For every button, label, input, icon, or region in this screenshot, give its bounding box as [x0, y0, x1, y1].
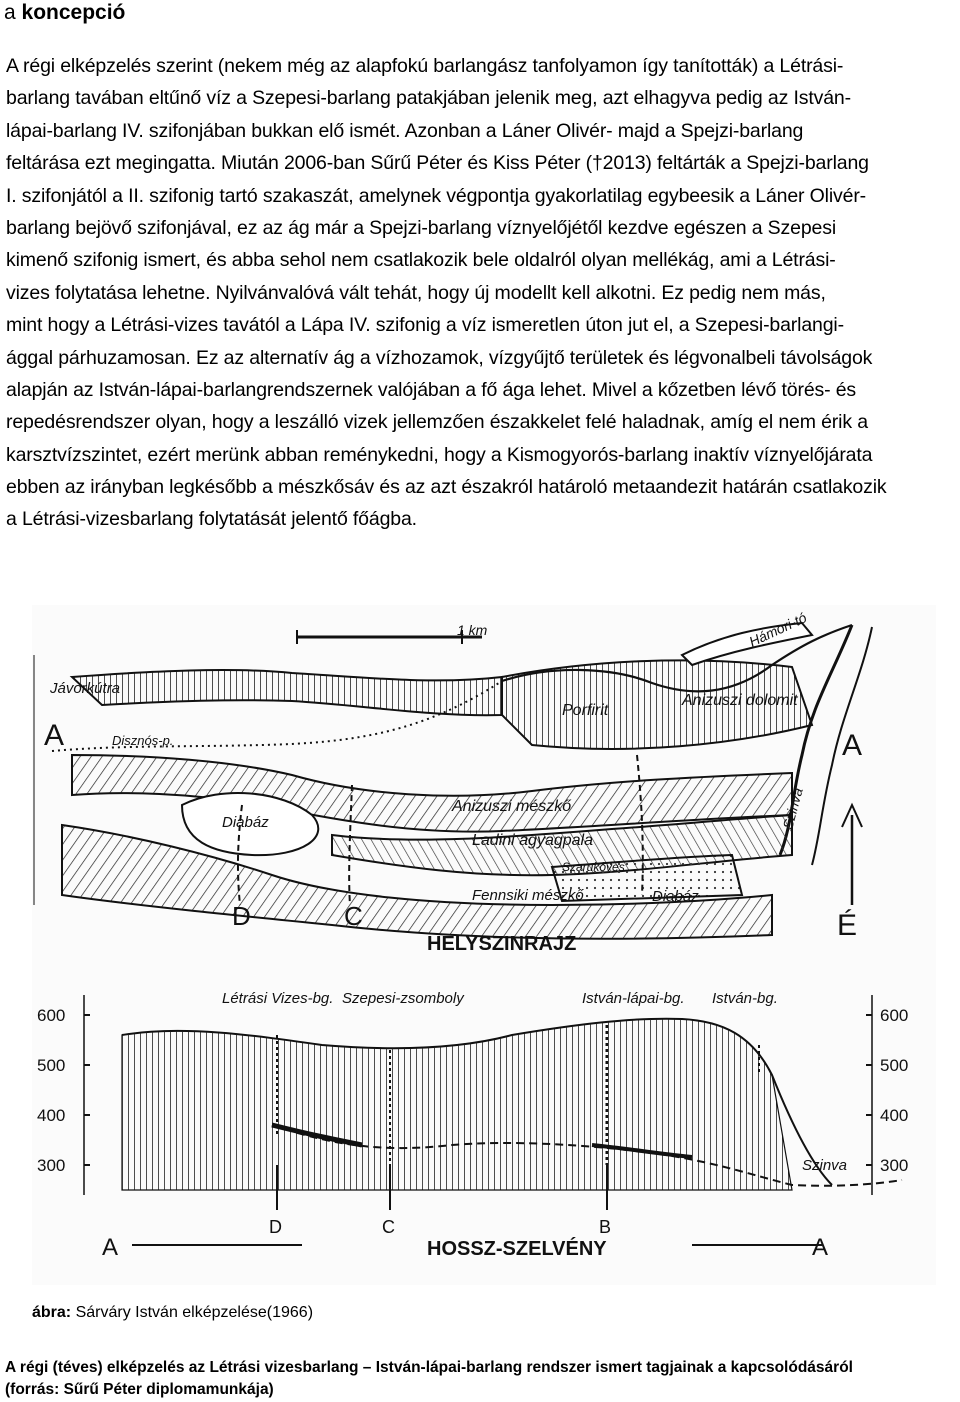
axis-left-300: 300 — [37, 1156, 66, 1175]
marker-north: É — [837, 909, 858, 942]
map-label-porfirit: Porfirit — [562, 702, 609, 719]
caption-line: A régi (téves) elképzelés az Létrási vizesbarlang – István-lápai-barlang rendszer ismert tagjainak a kapcsolódásáról — [5, 1359, 853, 1376]
section-label-istvan: István-bg. — [712, 990, 778, 1007]
map-label-fennsiki: Fennsiki mészkő — [472, 887, 584, 904]
marker-a-right: A — [842, 729, 863, 762]
paragraph-line: barlang bejövő szifonjával, ez az ág már a Spejzi-barlang víznyelőjétől kezdve egészen a Szepesi — [6, 216, 837, 239]
marker-a-left: A — [44, 719, 65, 752]
section-title: HOSSZ-SZELVÉNY — [427, 1238, 607, 1260]
paragraph-line: ággal párhuzamosan. Ez az alternatív ág a vízhozamok, vízgyűjtő területek és légvonalbeli távolságok — [6, 346, 873, 369]
map-label-szinva: Szinva — [779, 786, 806, 831]
long-section — [84, 995, 902, 1245]
axis-right-300: 300 — [880, 1156, 909, 1175]
map-label-hamori: Hámori-tó — [746, 609, 809, 650]
marker-d: D — [232, 901, 251, 931]
axis-right-500: 500 — [880, 1056, 909, 1075]
caption-line: (forrás: Sűrű Péter diplomamunkája) — [5, 1381, 274, 1398]
map-label-disznos: Disznós-p. — [112, 733, 174, 748]
section-point-a-left: A — [102, 1234, 119, 1261]
paragraph-line: A régi elképzelés szerint (nekem még az alapfokú barlangász tanfolyamon így tanították) a Létrási- — [6, 55, 844, 77]
site-map — [34, 623, 872, 942]
axis-left-500: 500 — [37, 1056, 66, 1075]
map-title: HELYSZINRAJZ — [427, 933, 577, 955]
paragraph-line: vizes folytatása lehetne. Nyilvánvalóvá vált tehát, hogy új modellt kell alkotni. Ez pedig nem más, — [6, 281, 826, 304]
axis-left-400: 400 — [37, 1106, 66, 1125]
map-label-ladini: Ladini agyagpala — [472, 832, 593, 849]
paragraph-line: mint hogy a Létrási-vizes tavától a Lápa IV. szifonig a víz ismeretlen úton jut el, a Szepesi-barlangi- — [6, 314, 844, 337]
geologic-figure — [32, 605, 936, 1285]
figure-caption — [5, 1357, 853, 1401]
body-paragraph — [6, 50, 956, 536]
figure-drawing — [32, 605, 936, 1285]
marker-c: C — [344, 901, 363, 931]
section-point-b: B — [599, 1217, 612, 1237]
section-point-d: D — [269, 1217, 282, 1237]
paragraph-line: feltárása ezt megingatta. Miután 2006-ban Sűrű Péter és Kiss Péter (†2013) feltárták a Spejzi-barlang — [6, 152, 869, 175]
section-label-istvan-lapai: István-lápai-bg. — [582, 990, 685, 1007]
paragraph-line: alapján az István-lápai-barlangrendszernek valójában a fő ága lehet. Mivel a kőzetben lévő törés- és — [6, 378, 857, 401]
map-label-diabaz-2: Diabáz — [652, 888, 699, 905]
paragraph-line: barlang tavában eltűnő víz a Szepesi-barlang patakjában jelenik meg, azt elhagyva pedig az István- — [6, 87, 851, 110]
map-label-szarukoves: Szarukőves — [562, 860, 625, 874]
section-label-letrasi: Létrási Vizes-bg. — [222, 990, 334, 1007]
paragraph-line: kimenő szifonig ismert, és abba sehol nem csatlakozik bele oldalról olyan mellékág, ami a Létrási- — [6, 249, 836, 272]
section-heading: a koncepció — [4, 1, 126, 24]
map-label-anizuszi-meszko: Anizuszi mészkő — [452, 798, 572, 815]
scale-label: 1 km — [457, 622, 488, 638]
paragraph-line: ebben az irányban legkésőbb a mészkősáv és az azt északról határoló metaandezit határán csatlakozik — [6, 476, 887, 499]
map-label-javorkut: Jávorkútra — [50, 680, 121, 697]
paragraph-line: repedésrendszer olyan, hogy a leszálló vizek jellemzően északkelet felé haladnak, amíg el nem érik a — [6, 411, 868, 434]
section-label-szepesi: Szepesi-zsomboly — [342, 990, 464, 1007]
section-point-c: C — [382, 1217, 395, 1237]
map-label-anizuszi-dolomit: Anizuszi dolomit — [682, 692, 798, 709]
figure-credit: ábra: Sárváry István elképzelése(1966) — [32, 1304, 314, 1321]
map-label-diabaz: Diabáz — [222, 814, 269, 831]
axis-left-600: 600 — [37, 1006, 66, 1025]
axis-right-400: 400 — [880, 1106, 909, 1125]
section-label-szinva: Szinva — [802, 1157, 848, 1174]
paragraph-line: a Létrási-vizesbarlang folytatását jelentő főágba. — [6, 508, 417, 531]
paragraph-line: I. szifonjától a II. szifonig tartó szakaszát, amelynek végpontja gyakorlatilag egybeesik a Láner Olivér- — [6, 184, 867, 207]
paragraph-line: lápai-barlang IV. szifonjában bukkan elő ismét. Azonban a Láner Olivér- majd a Spejzi-barlang — [6, 119, 804, 142]
paragraph-line: karsztvízszintet, ezért merünk abban reménykedni, hogy a Kismogyorós-barlang inaktív víznyelőjárata — [6, 443, 873, 466]
section-point-a-right: A — [812, 1234, 829, 1261]
axis-right-600: 600 — [880, 1006, 909, 1025]
